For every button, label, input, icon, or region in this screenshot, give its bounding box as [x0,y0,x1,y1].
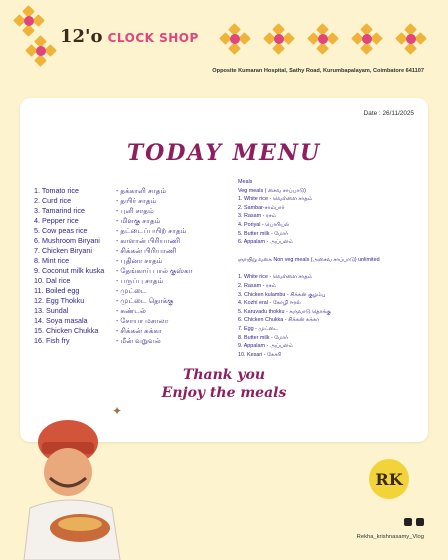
dish-name-tamil: - புதினா சாதம் [116,256,163,265]
dish-row [34,246,234,256]
meal-item: 4. Poriyal - பொரியல் [238,221,290,228]
menu-date: Date : 26/11/2025 [363,110,414,117]
floral-icon [400,28,422,50]
dish-name-tamil: - தக்காளி சாதம் [116,186,167,195]
dish-name-english: 13. Sundal [34,306,69,315]
sparkle-icon: ✦ [112,404,123,418]
dish-name-tamil: - தேங்காய் பால் குஸ்கா [116,266,193,275]
dish-row [34,206,234,216]
meal-item: 5. Karuvadu thokku - கருவாடு தொக்கு [238,308,331,315]
dish-row [34,276,234,286]
header-band [0,0,448,100]
dish-row [34,316,234,326]
svg-text:RK: RK [375,470,403,489]
dish-row [34,336,234,346]
youtube-icon[interactable] [416,518,424,526]
nonveg-meals-heading: ஞாயிறு வகை Non veg meals (அசைவ சாப்பாடு) unlimited [238,256,380,263]
dish-name-english: 12. Egg Thokku [34,296,85,305]
dish-name-tamil: - சுண்டல் [116,306,146,315]
dish-name-english: 11. Boiled egg [34,286,80,295]
dish-row [34,226,234,236]
menu-card [20,98,428,442]
meal-item: 9. Appalam - அப்பளம் [238,343,293,350]
social-icons [404,518,424,526]
dish-name-tamil: - காளான் பிரியாணி [116,236,181,245]
dish-row [34,296,234,306]
dish-name-english: 1. Tomato rice [34,186,80,195]
chef-illustration-icon [0,408,150,560]
dish-row [34,196,234,206]
dish-name-english: 8. Mint rice [34,256,70,265]
floral-icon [312,28,334,50]
meal-item: 2. Sambar-சாம்பார் [238,204,285,211]
meal-item: 8. Butter milk - மோர் [238,334,289,341]
meal-item: 1. White rice - வெள்ளை சாதம் [238,274,313,281]
dish-name-tamil: - தயிர் சாதம் [116,196,157,205]
dish-name-tamil: - சிக்கன் பிரியாணி [116,246,177,255]
meals-section [238,178,424,359]
dish-name-tamil: - தட்டைப்பயிற் சாதம் [116,226,187,235]
dish-name-english: 15. Chicken Chukka [34,326,99,335]
dish-name-tamil: - சோயா மசாலா [116,316,169,325]
dish-name-tamil: - முட்டை தொக்கு [116,296,174,305]
dish-row [34,256,234,266]
floral-icon [268,28,290,50]
dish-name-tamil: - புளி சாதம் [116,206,154,215]
dish-name-tamil: - மீன் வறுவல் [116,336,161,345]
nonveg-meals-list [238,273,424,359]
veg-meals-heading: Veg meals ( சைவ சாப்பாடு) [238,187,306,194]
meal-item: 5. Butter milk - மோர் [238,230,289,237]
dish-name-english: 7. Chicken Biryani [34,246,92,255]
meals-heading: Meals [238,179,253,185]
dish-name-english: 2. Curd rice [34,196,72,205]
dish-row [34,186,234,196]
dish-name-tamil: - பருப்பு சாதம் [116,276,164,285]
dish-name-english: 3. Tamarind rice [34,206,85,215]
dish-row [34,236,234,246]
meal-item: 3. Chicken kulambu - சிக்கன் குழம்பு [238,291,326,298]
meal-item: 3. Rasam - ரசம் [238,213,276,220]
dish-row [34,286,234,296]
veg-meals-list [238,195,424,247]
dish-name-english: 6. Mushroom Biryani [34,236,100,245]
meal-item: 6. Chicken Chukka - சிக்கன் சுக்கா [238,317,320,324]
floral-icon [224,28,246,50]
thanks-line-2: Enjoy the meals [161,385,287,401]
meal-item: 2. Rasam - ரசம் [238,282,276,289]
meal-item: 7. Egg - முட்டை [238,325,279,332]
meal-item: 4. Kozhi eral - கோழி ஈரல் [238,300,301,307]
meal-item: 6. Appalam - அப்பளம் [238,239,293,246]
thanks-message [20,366,428,402]
dish-row [34,326,234,336]
dish-name-tamil: - சிக்கன் சுக்கா [116,326,162,335]
meal-item: 10. Kesari - கேசரி [238,351,282,358]
floral-icon [30,40,52,62]
dish-name-english: 4. Pepper rice [34,216,79,225]
dish-name-tamil: - முட்டை [116,286,147,295]
logo-text: CLOCK SHOP [107,31,199,45]
instagram-icon[interactable] [404,518,412,526]
floral-icon [356,28,378,50]
dish-name-tamil: - மிளகு சாதம் [116,216,161,225]
dish-name-english: 10. Dal rice [34,276,71,285]
menu-title: TODAY MENU [126,140,322,166]
meal-item: 1. White rice - வெள்ளை சாதம் [238,196,313,203]
logo-number: 12'o [60,26,103,47]
dish-name-english: 14. Soya masala [34,316,88,325]
dish-name-english: 16. Fish fry [34,336,70,345]
floral-icon [18,10,40,32]
shop-logo [60,26,199,47]
dish-list [34,186,234,346]
dish-row [34,216,234,226]
thanks-line-1: Thank you [182,367,266,383]
shop-address: Opposite Kumaran Hospital, Sathy Road, Kurumbapalayam, Coimbatore 641107 [212,68,424,74]
dish-name-english: 5. Cow peas rice [34,226,88,235]
dish-name-english: 9. Coconut milk kuska [34,266,105,275]
dish-row [34,306,234,316]
rk-logo-icon [366,456,412,502]
dish-row [34,266,234,276]
social-handle: Rekha_krishnasamy_Vlog [356,534,424,540]
